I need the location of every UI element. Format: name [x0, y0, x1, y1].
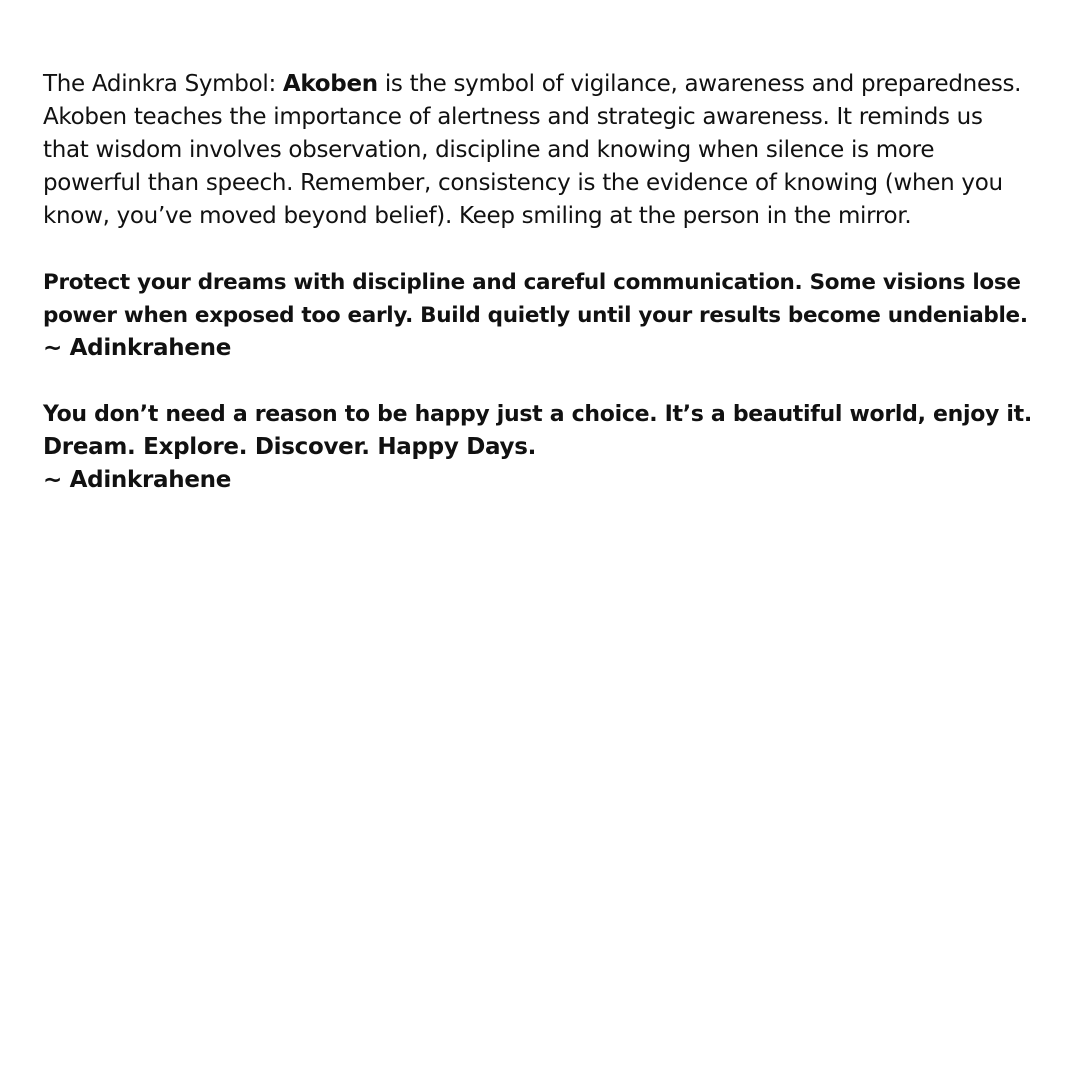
- symbol-name: Akoben: [282, 71, 378, 97]
- quote-1-attribution: ~ Adinkrahene: [43, 335, 232, 361]
- intro-prefix: The Adinkra Symbol:: [43, 71, 283, 97]
- quote-1-line-2: power when exposed too early. Build quietly until your results become undeniable.: [43, 303, 1028, 328]
- quote-2: [43, 398, 1043, 497]
- quote-2-attribution: ~ Adinkrahene: [43, 467, 232, 493]
- quote-2-line-1: You don’t need a reason to be happy just a choice. It’s a beautiful world, enjoy it.: [43, 402, 1032, 427]
- intro-line-4: powerful than speech. Remember, consistency is the evidence of knowing (when you: [43, 170, 1003, 196]
- quote-1: [43, 266, 1043, 365]
- quote-1-line-1: Protect your dreams with discipline and careful communication. Some visions lose: [43, 270, 1021, 295]
- intro-line-3: that wisdom involves observation, discipline and knowing when silence is more: [43, 137, 935, 163]
- intro-line-2: Akoben teaches the importance of alertness and strategic awareness. It reminds us: [43, 104, 983, 130]
- intro-line-1-rest: is the symbol of vigilance, awareness and preparedness.: [377, 71, 1022, 97]
- intro-line-5: know, you’ve moved beyond belief). Keep smiling at the person in the mirror.: [43, 203, 912, 229]
- intro-paragraph: [43, 68, 1043, 233]
- post-content: [43, 68, 1043, 530]
- intro-line-1: [43, 68, 1043, 101]
- quote-2-line-2: Dream. Explore. Discover. Happy Days.: [43, 434, 537, 460]
